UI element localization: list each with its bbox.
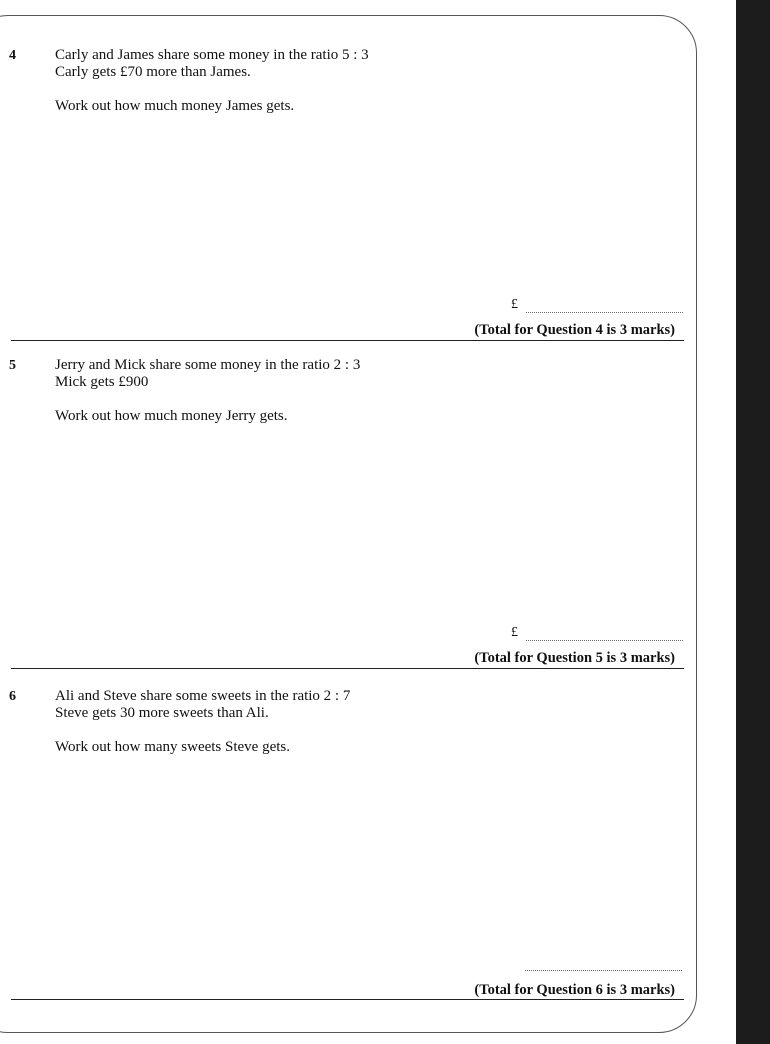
question-4-line-2: Carly gets £70 more than James. [55, 64, 251, 80]
question-6-answer-dotted-line[interactable] [525, 958, 682, 971]
question-6-line-1: Ali and Steve share some sweets in the ratio 2 : 7 [55, 688, 351, 704]
question-4-answer-line[interactable] [511, 297, 683, 313]
page-border-frame [0, 15, 697, 1033]
question-6-separator [11, 999, 684, 1000]
question-5-total-marks: (Total for Question 5 is 3 marks) [474, 650, 675, 666]
question-4-instruction: Work out how much money James gets. [55, 98, 295, 114]
question-6-answer-line[interactable] [525, 958, 682, 971]
question-5-answer-dotted-line[interactable] [526, 628, 683, 641]
question-4-number: 4 [9, 48, 16, 63]
question-4-separator [11, 340, 684, 341]
question-5-separator [11, 668, 684, 669]
question-6-instruction: Work out how many sweets Steve gets. [55, 739, 291, 755]
question-5-instruction: Work out how much money Jerry gets. [55, 408, 288, 424]
question-4-line-1: Carly and James share some money in the ratio 5 : 3 [55, 47, 369, 63]
question-5-line-1: Jerry and Mick share some money in the ratio 2 : 3 [55, 357, 361, 373]
dark-side-strip [736, 0, 770, 1044]
question-5-number: 5 [9, 358, 16, 373]
question-5-body [55, 357, 360, 425]
question-4-answer-dotted-line[interactable] [526, 300, 683, 313]
question-5-line-2: Mick gets £900 [55, 374, 149, 390]
question-4-currency-symbol: £ [511, 297, 518, 312]
question-5-answer-line[interactable] [511, 625, 683, 641]
question-5-currency-symbol: £ [511, 625, 518, 640]
question-6-number: 6 [9, 689, 16, 704]
question-6-body [55, 688, 350, 756]
question-6-total-marks: (Total for Question 6 is 3 marks) [474, 982, 675, 998]
question-6-line-2: Steve gets 30 more sweets than Ali. [55, 705, 269, 721]
question-4-total-marks: (Total for Question 4 is 3 marks) [474, 322, 675, 338]
question-4-body [55, 47, 369, 115]
